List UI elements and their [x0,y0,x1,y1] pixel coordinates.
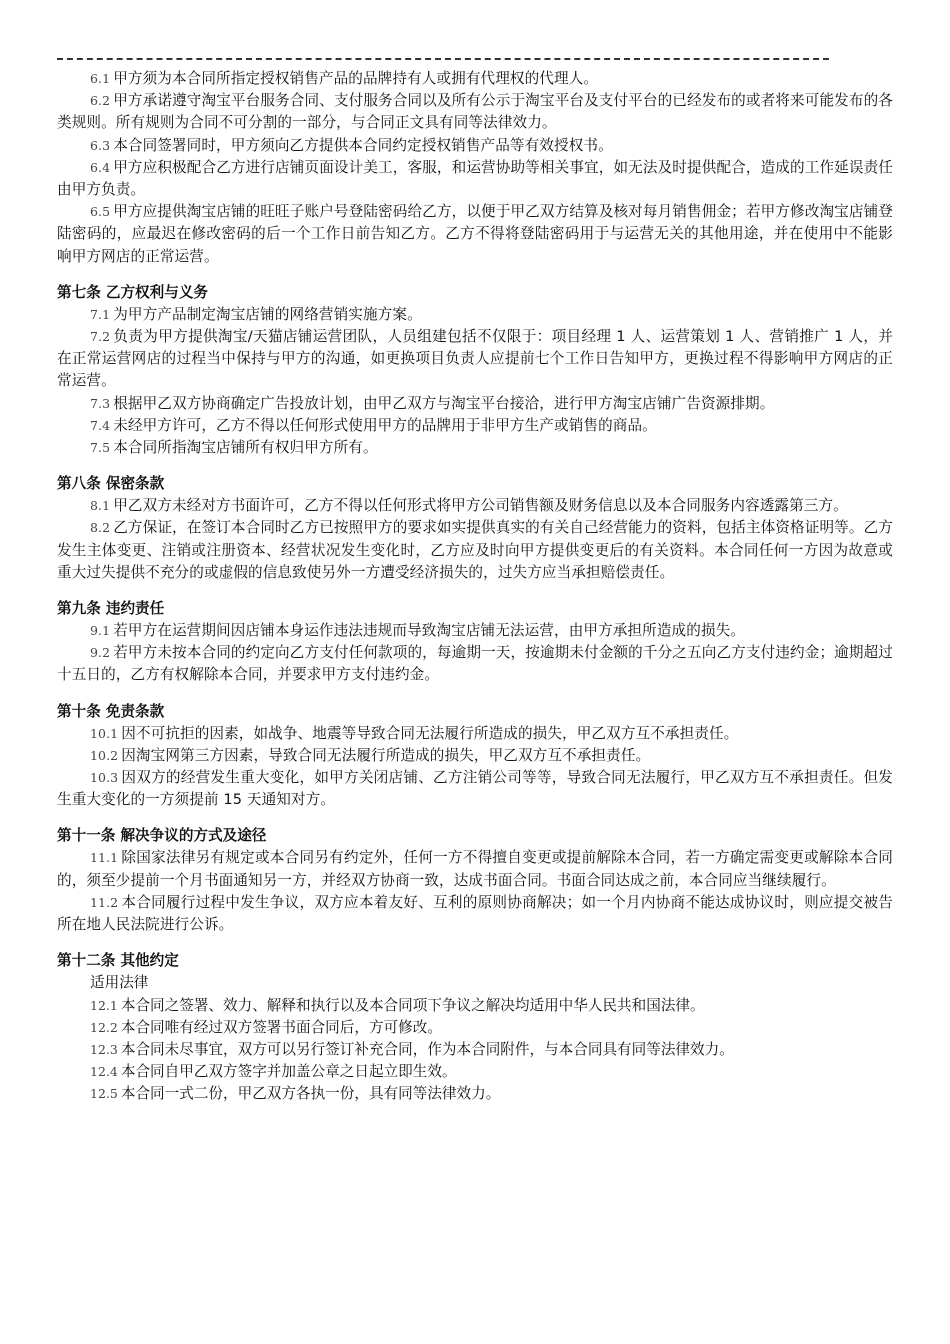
clause-7-4: 7.4 未经甲方许可，乙方不得以任何形式使用甲方的品牌用于非甲方生产或销售的商品。 [90,416,657,434]
clause-12-2: 12.2 本合同唯有经过双方签署书面合同后，方可修改。 [90,1018,442,1036]
clause-9-2: 9.2 若甲方未按本合同的约定向乙方支付任何款项的，每逾期一天，按逾期未付金额的千分之五向乙方支付违约金；逾期超过十五日的，乙方有权解除本合同，并要求甲方支付违约金。 [57,644,893,684]
clause-12-5: 12.5 本合同一式二份，甲乙双方各执一份，具有同等法律效力。 [90,1085,501,1103]
clause-12-3: 12.3 本合同未尽事宜，双方可以另行签订补充合同，作为本合同附件，与本合同具有同等法律效力。 [90,1040,734,1058]
clause-12-4: 12.4 本合同自甲乙双方签字并加盖公章之日起立即生效。 [90,1063,457,1081]
clause-10-1: 10.1 因不可抗拒的因素，如战争、地震等导致合同无法履行所造成的损失，甲乙双方互不承担责任。 [90,724,739,742]
clause-6-4: 6.4 甲方应积极配合乙方进行店铺页面设计美工，客服，和运营协助等相关事宜，如无法及时提供配合，造成的工作延误责任由甲方负责。 [57,158,893,199]
section-11 [57,825,893,936]
section-title: 第十一条 解决争议的方式及途径 [57,827,267,845]
section-10 [57,701,893,812]
contract-page [57,48,893,1106]
section-title: 第十二条 其他约定 [57,952,179,970]
clause-6-3: 6.3 本合同签署同时，甲方须向乙方提供本合同约定授权销售产品等有效授权书。 [90,136,613,154]
clause-6-2: 6.2 甲方承诺遵守淘宝平台服务合同、支付服务合同以及所有公示于淘宝平台及支付平台的已经发布的或者将来可能发布的各类规则。所有规则为合同不可分割的一部分，与合同正文具有同等法律效力。 [57,92,893,132]
clause-7-3: 7.3 根据甲乙双方协商确定广告投放计划，由甲乙双方与淘宝平台接洽，进行甲方淘宝店铺广告资源排期。 [90,394,775,412]
applicable-law-label: 适用法律 [90,974,149,992]
section-8 [57,473,893,584]
clause-8-2: 8.2 乙方保证，在签订本合同时乙方已按照甲方的要求如实提供真实的有关自己经营能力的资料，包括主体资格证明等。乙方发生主体变更、注销或注册资本、经营状况发生变化时，乙方应及时向甲方提供变更后的有关资料。本合同任何一方因为故意或重大过失提供不充分的或虚假的信息致使另外一方遭受经济损失的，过失方应当承担赔偿责任。 [57,519,893,581]
clause-6-5: 6.5 甲方应提供淘宝店铺的旺旺子账户号登陆密码给乙方，以便于甲乙双方结算及核对每月销售佣金；若甲方修改淘宝店铺登陆密码的，应最迟在修改密码的后一个工作日前告知乙方。乙方不得将登陆密码用于与运营无关的其他用途，并在使用中不能影响甲方网店的正常运营。 [57,203,893,265]
clause-11-2: 11.2 本合同履行过程中发生争议，双方应本着友好、互利的原则协商解决；如一个月内协商不能达成协议时，则应提交被告所在地人民法院进行公诉。 [57,893,893,934]
clause-11-1: 11.1 除国家法律另有规定或本合同另有约定外，任何一方不得擅自变更或提前解除本合同，若一方确定需变更或解除本合同的，须至少提前一个月书面通知另一方，并经双方协商一致，达成书面合同。书面合同达成之前，本合同应当继续履行。 [57,849,893,889]
section-7 [57,282,893,459]
clause-8-1: 8.1 甲乙双方未经对方书面许可，乙方不得以任何形式将甲方公司销售额及财务信息以及本合同服务内容透露第三方。 [90,497,848,515]
clause-9-1: 9.1 若甲方在运营期间因店铺本身运作违法违规而导致淘宝店铺无法运营，由甲方承担所造成的损失。 [90,622,746,640]
clause-10-2: 10.2 因淘宝网第三方因素，导致合同无法履行所造成的损失，甲乙双方互不承担责任。 [90,746,651,764]
clause-12-1: 12.1 本合同之签署、效力、解释和执行以及本合同项下争议之解决均适用中华人民共和国法律。 [90,996,705,1014]
section-title: 第十条 免责条款 [57,702,165,720]
top-dashed-separator [57,58,829,60]
section-title: 第七条 乙方权利与义务 [57,283,209,301]
clause-6-1: 6.1 甲方须为本合同所指定授权销售产品的品牌持有人或拥有代理权的代理人。 [90,70,599,87]
section-6-continued [57,68,893,268]
clause-7-1: 7.1 为甲方产品制定淘宝店铺的网络营销实施方案。 [90,305,422,323]
section-title: 第八条 保密条款 [57,475,165,493]
clause-7-5: 7.5 本合同所指淘宝店铺所有权归甲方所有。 [90,439,378,457]
section-title: 第九条 违约责任 [57,600,165,618]
section-9 [57,598,893,687]
section-12 [57,950,893,1105]
clause-10-3: 10.3 因双方的经营发生重大变化，如甲方关闭店铺、乙方注销公司等等，导致合同无法履行，甲乙双方互不承担责任。但发生重大变化的一方须提前 15 天通知对方。 [57,769,893,809]
clause-7-2: 7.2 负责为甲方提供淘宝/天猫店铺运营团队，人员组建包括不仅限于：项目经理 1 人、运营策划 1 人、营销推广 1 人，并在正常运营网店的过程当中保持与甲方的沟通，如更换项目负责人应提前七个工作日告知甲方，更换过程不得影响甲方网店的正常运营。 [57,328,893,390]
